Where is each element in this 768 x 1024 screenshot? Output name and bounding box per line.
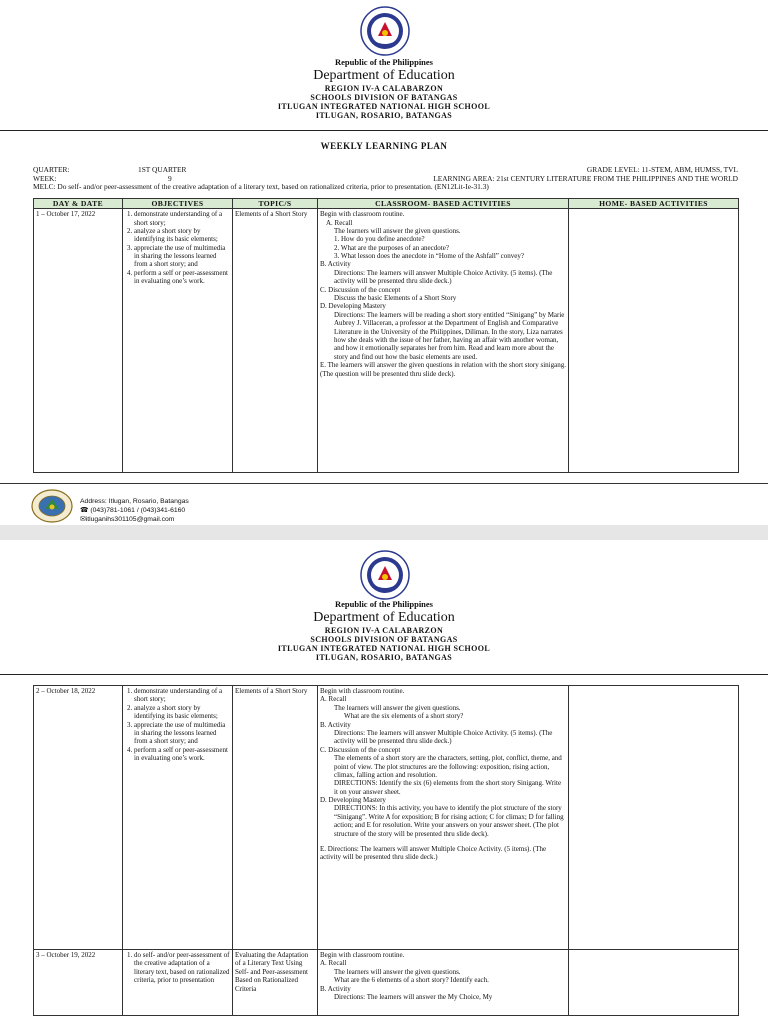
activity-heading: A. Recall (320, 695, 347, 704)
home-activities-cell (569, 209, 739, 473)
activity-question: What are the six elements of a short story? (344, 712, 464, 721)
activity-text: The learners will answer the given questions. (334, 967, 461, 976)
activity-question: 2. What are the purposes of an anecdote? (334, 243, 449, 252)
activity-heading: A. Recall (326, 218, 353, 227)
region-text: REGION IV-A CALABARZON (324, 625, 444, 635)
objectives-cell (123, 950, 233, 1016)
classroom-activities-cell (318, 209, 569, 473)
department-title: Department of Education (313, 67, 455, 83)
activity-heading: B. Activity (320, 720, 351, 729)
objective-item: 4. perform a self or peer-assessment in evaluating one’s work. (134, 269, 230, 286)
objective-item: 1. demonstrate understanding of a short story; (134, 210, 230, 227)
activity-text: DIRECTIONS: Identify the six (6) elements from the short story Sinigang. Write it on your answer sheet. (334, 779, 562, 796)
objective-item: 3. appreciate the use of multimedia in sharing the lessons learned from a short story; and (134, 721, 230, 746)
deped-seal-icon (360, 550, 410, 600)
address-text: Address: Itlugan, Rosario, Batangas (80, 498, 189, 505)
letterhead (0, 600, 768, 663)
objectives-cell (123, 686, 233, 950)
topic-cell: Elements of a Short Story (233, 209, 318, 473)
melc-text: MELC: Do self- and/or peer-assessment of the creative adaptation of a literary text, based on rationalized criteria, prior to presentation. (EN12Lit-Ie-31.3) (33, 182, 489, 191)
plan-info (33, 166, 738, 192)
republic-text: Republic of the Philippines (334, 57, 433, 67)
activity-heading: D. Developing Mastery (320, 302, 386, 311)
table-row (34, 686, 739, 950)
table-row (34, 209, 739, 473)
col-day-date: DAY & DATE (34, 199, 123, 209)
weekly-plan-table (33, 198, 739, 473)
activity-heading: A. Recall (320, 959, 347, 968)
col-objectives: OBJECTIVES (123, 199, 233, 209)
activity-text: Directions: The learners will answer Multiple Choice Activity. (5 items). (The activity will be presented thru slide deck.) (334, 268, 553, 286)
activity-heading: E. The learners will answer the given questions in relation with the short story sinigang. (The question will be presented thru slide deck). (320, 361, 566, 378)
school-name: ITLUGAN INTEGRATED NATIONAL HIGH SCHOOL (277, 102, 491, 112)
day-date-cell: 1 – October 17, 2022 (34, 209, 123, 473)
page-gap (0, 525, 768, 540)
activity-question: 1. How do you define anecdote? (334, 235, 425, 244)
activity-text: The learners will answer the given questions. (334, 226, 461, 235)
home-activities-cell (569, 686, 739, 950)
weekly-plan-table (33, 685, 739, 1016)
objective-item: 2. analyze a short story by identifying its basic elements; (134, 704, 230, 721)
objective-item: 3. appreciate the use of multimedia in sharing the lessons learned from a short story; and (134, 244, 230, 269)
objective-item: 1. do self- and/or peer-assessment of the creative adaptation of a literary text, based on rationalized criteria, prior to presentation (134, 951, 230, 985)
school-contact (80, 498, 189, 524)
grade-level: GRADE LEVEL: 11-STEM, ABM, HUMSS, TVL (586, 165, 738, 174)
objectives-cell (123, 209, 233, 473)
activity-question: What are the 6 elements of a short story? Identify each. (334, 976, 489, 985)
school-name: ITLUGAN INTEGRATED NATIONAL HIGH SCHOOL (277, 644, 491, 654)
classroom-activities-cell (318, 950, 569, 1016)
classroom-activities-cell (318, 686, 569, 950)
learning-area: LEARNING AREA: 21st CENTURY LITERATURE FROM THE PHILIPPINES AND THE WORLD (433, 173, 738, 183)
phone-text: ☎ (043)781-1061 / (043)341-6160 (80, 506, 186, 514)
day-date-cell: 3 – October 19, 2022 (34, 950, 123, 1016)
deped-seal-icon (360, 6, 410, 56)
week-value: 9 (168, 173, 172, 183)
activity-heading: B. Activity (320, 260, 351, 269)
table-header-row (34, 199, 739, 209)
activity-text: Directions: The learners will be reading a short story entitled “Sinigang” by Marie Aubrey J. Villaceran, a professor at the Department of English and Comparative Literature in the University of the Philippines, Diliman. In the story, Liza narrates how she deals with the issue of her father, having an affair with another woman, and how it emotionally separates her from him. Read and learn more about the story and find out how the basic elements are used. (334, 310, 565, 361)
activity-heading: B. Activity (320, 984, 351, 993)
activity-text: Directions: The learners will answer the My Choice, My (334, 992, 493, 1001)
objective-item: 1. demonstrate understanding of a short story; (134, 687, 230, 704)
activity-text: Discuss the basic Elements of a Short Story (334, 294, 457, 303)
quarter-label: QUARTER: (33, 165, 70, 174)
week-label: WEEK: (33, 173, 57, 183)
header-divider (0, 130, 768, 131)
activity-heading: C. Discussion of the concept (320, 285, 401, 294)
day-date-cell: 2 – October 18, 2022 (34, 686, 123, 950)
school-location: ITLUGAN, ROSARIO, BATANGAS (315, 653, 453, 663)
activity-text: The elements of a short story are the characters, setting, plot, conflict, theme, and point of view. The plot structures are the following: exposition, rising action, climax, falling action and resolution. (334, 754, 562, 779)
activity-text: Begin with classroom routine. (320, 951, 405, 959)
col-topics: TOPIC/S (233, 199, 318, 209)
activity-text: Directions: The learners will answer Multiple Choice Activity. (5 items). (The activity will be presented thru slide deck.) (334, 728, 553, 746)
table-row (34, 950, 739, 1016)
division-text: SCHOOLS DIVISION OF BATANGAS (310, 635, 458, 645)
page-footer (0, 483, 768, 525)
school-location: ITLUGAN, ROSARIO, BATANGAS (315, 111, 453, 121)
school-logo-icon (30, 489, 74, 523)
topic-cell: Evaluating the Adaptation of a Literary Text Using Self- and Peer-assessment Based on Rationalized Criteria (233, 950, 318, 1016)
activity-text: Begin with classroom routine. (320, 210, 405, 219)
plan-title: WEEKLY LEARNING PLAN (320, 141, 448, 151)
activity-heading: E. Directions: The learners will answer Multiple Choice Activity. (5 items). (The activity will be presented thru slide deck.) (320, 845, 547, 862)
activity-text: DIRECTIONS: In this activity, you have to identify the plot structure of the story “Sinigang”. Write A for exposition; B for rising action; C for climax; D for falling action; and E for resolution. Write your answers on your answer sheet. (The plot structure of the story will be presented thru slide deck). (334, 804, 564, 838)
email-text: ✉itluganihs301105@gmail.com (80, 515, 175, 523)
header-divider (0, 674, 768, 675)
division-text: SCHOOLS DIVISION OF BATANGAS (310, 93, 458, 103)
topic-cell: Elements of a Short Story (233, 686, 318, 950)
objective-item: 2. analyze a short story by identifying its basic elements; (134, 227, 230, 244)
department-title: Department of Education (313, 609, 455, 625)
activity-heading: D. Developing Mastery (320, 796, 386, 805)
letterhead (0, 58, 768, 121)
footer-divider (0, 483, 768, 484)
activity-question: 3. What lesson does the anecdote in “Home of the Ashfall” convey? (334, 252, 524, 261)
col-home-activities: HOME- BASED ACTIVITIES (569, 199, 739, 209)
activity-heading: C. Discussion of the concept (320, 745, 401, 754)
activity-text: Begin with classroom routine. (320, 687, 405, 695)
page-2 (0, 540, 768, 1024)
objective-item: 4. perform a self or peer-assessment in evaluating one’s work. (134, 746, 230, 763)
activity-text: The learners will answer the given questions. (334, 703, 461, 712)
region-text: REGION IV-A CALABARZON (324, 83, 444, 93)
quarter-value: 1ST QUARTER (138, 165, 187, 174)
republic-text: Republic of the Philippines (334, 599, 433, 609)
home-activities-cell (569, 950, 739, 1016)
col-classroom-activities: CLASSROOM- BASED ACTIVITIES (318, 199, 569, 209)
